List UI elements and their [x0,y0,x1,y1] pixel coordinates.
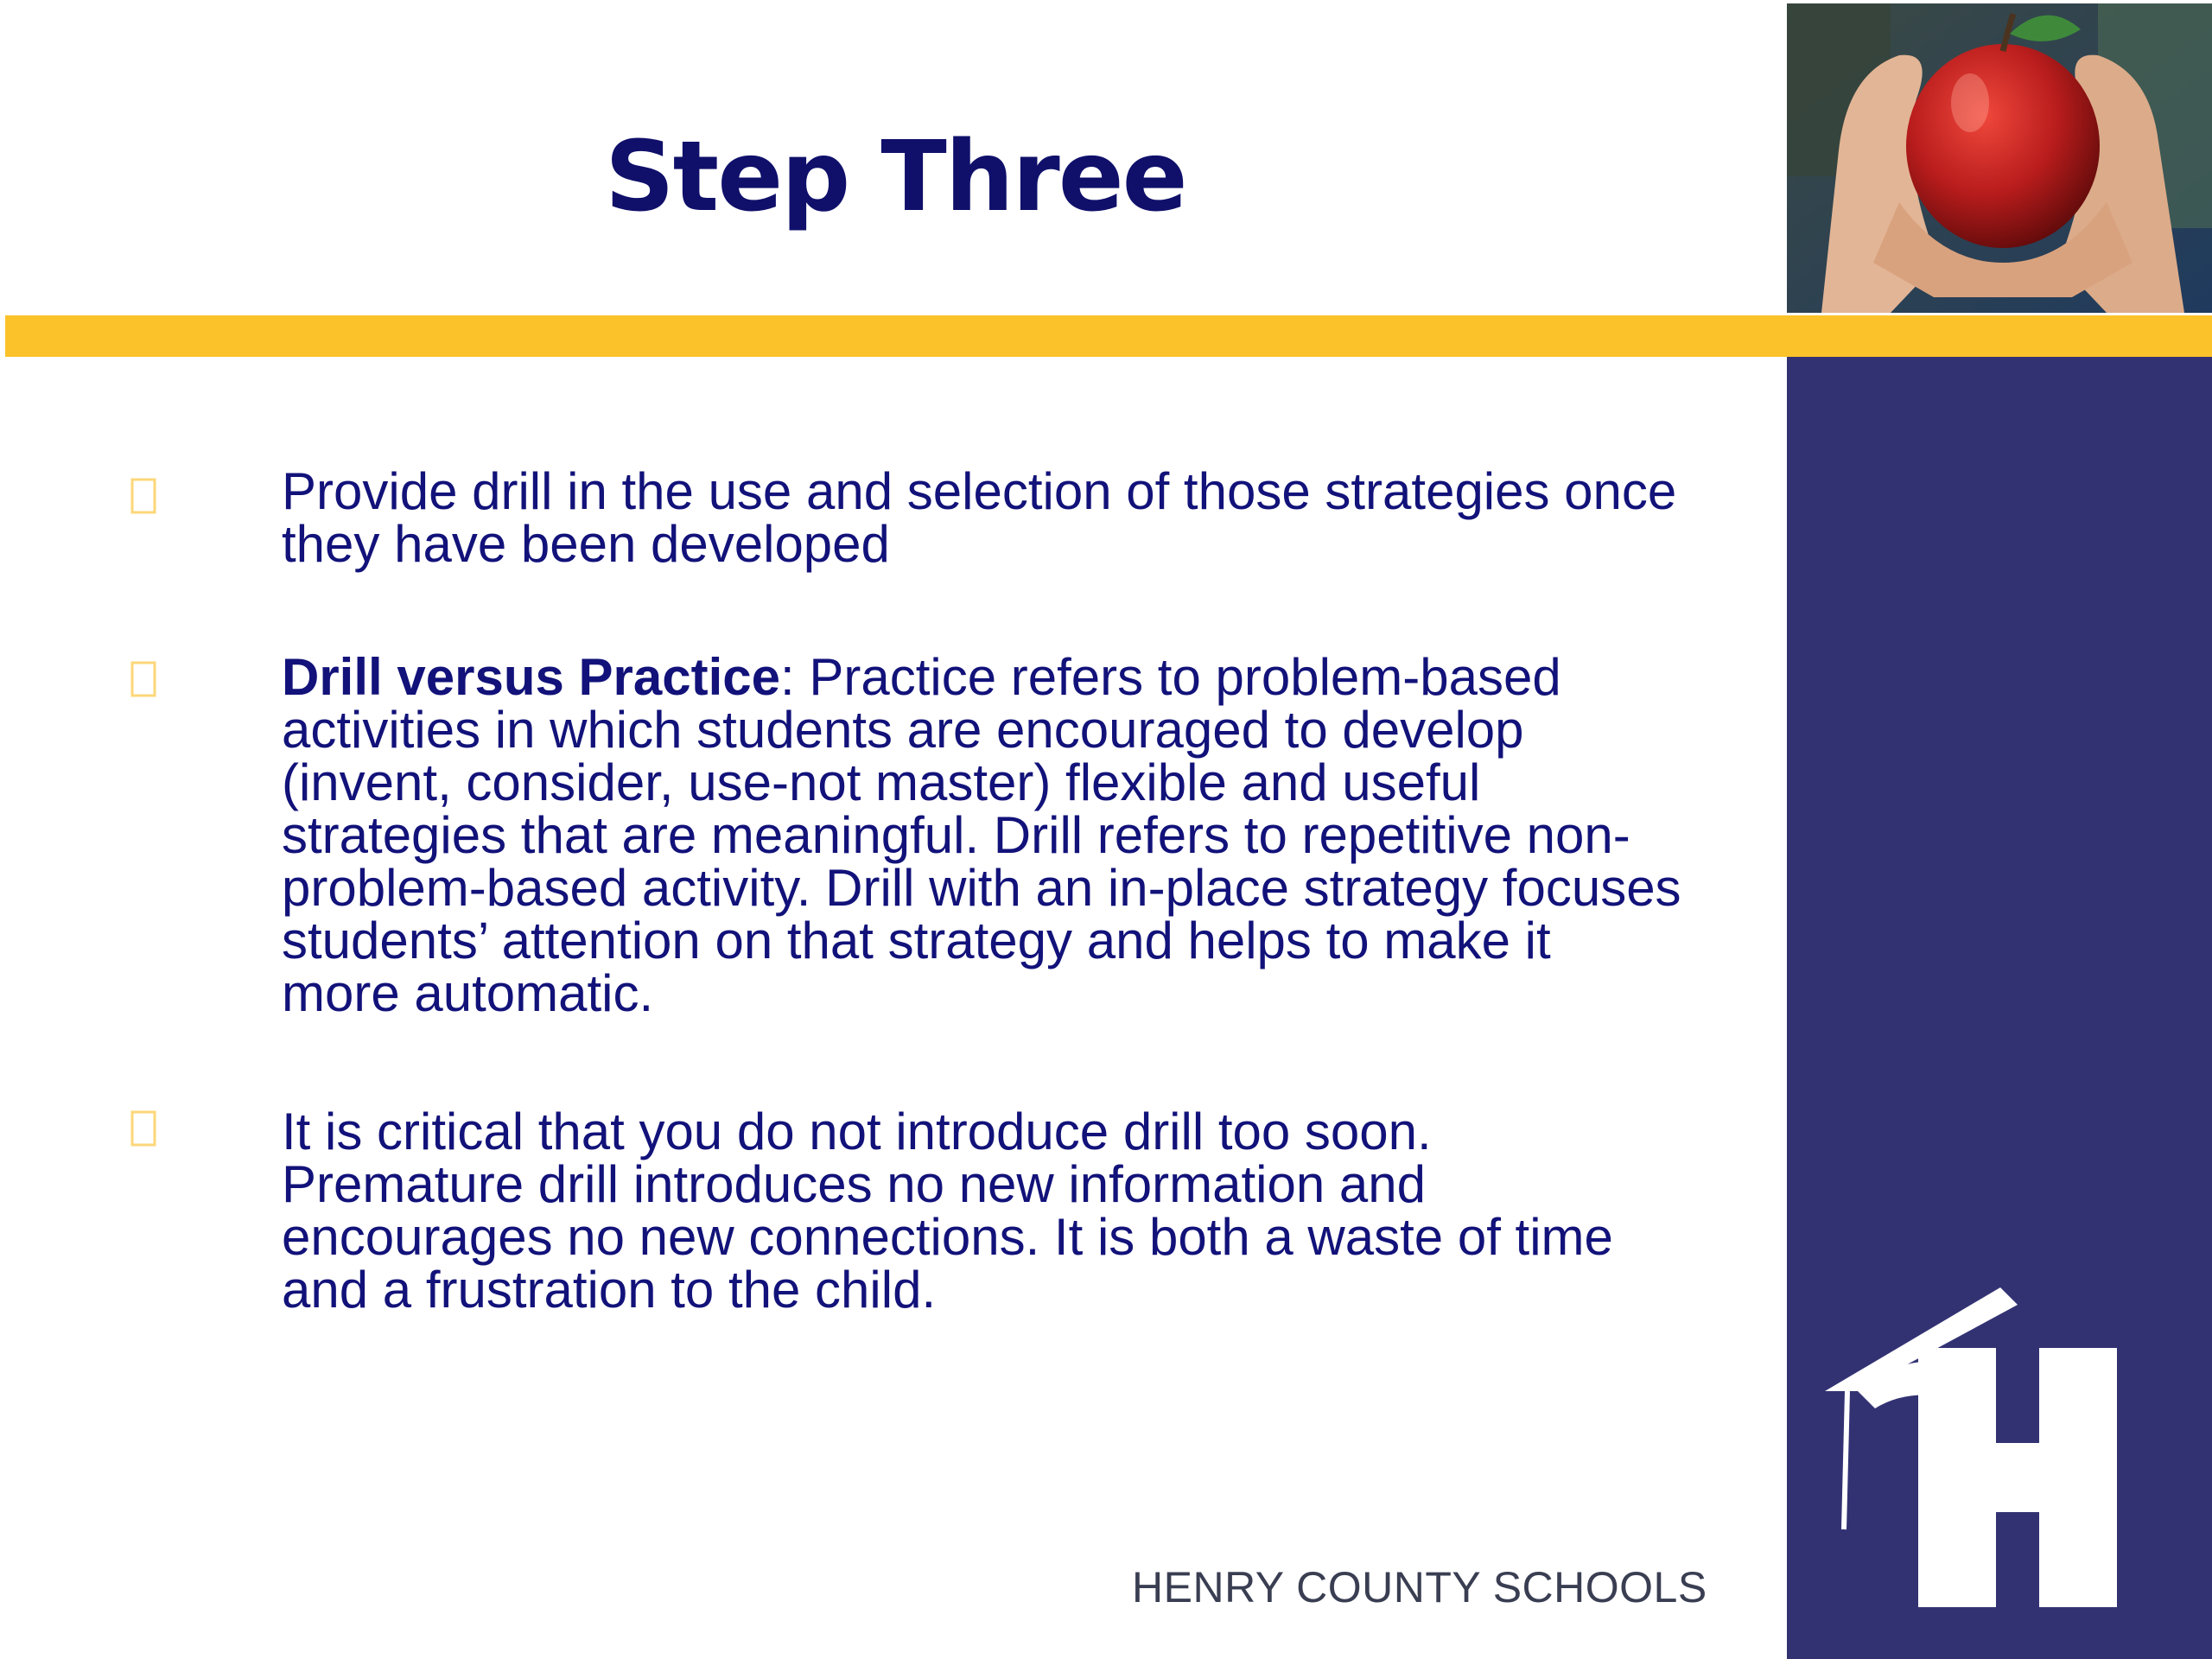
bullet-text: It is critical that you do not introduce drill too soon. Premature drill introduces no new information and encourages no new connections. It is both a waste of time and a frustration to the child. [282,1103,1613,1319]
bullet-icon [130,1109,157,1147]
bullet-paragraph [282,1103,1647,1319]
apple-photo [1787,3,2212,313]
footer-org-name: HENRY COUNTY SCHOOLS [1132,1563,1707,1611]
bullet-paragraph [282,462,1681,573]
slide-title: Step Three [605,121,1186,233]
bullet-icon [130,477,157,515]
accent-band [5,315,2212,357]
bullet-lead: Drill versus Practice [282,648,781,706]
school-logo [1823,1270,2152,1624]
bullet-icon [130,660,157,698]
bullet-paragraph [282,648,1681,1022]
bullet-text: Provide drill in the use and selection of those strategies once they have been developed [282,462,1677,573]
bullet-text: : Practice refers to problem-based activities in which students are encouraged to develop (invent, consider, use-not master) flexible and useful strategies that are meaningful. Drill refers to repetitive non-problem-based activity. Drill with an in-place strategy focuses students’ attention on that strategy and helps to make it more automatic. [282,648,1681,1022]
